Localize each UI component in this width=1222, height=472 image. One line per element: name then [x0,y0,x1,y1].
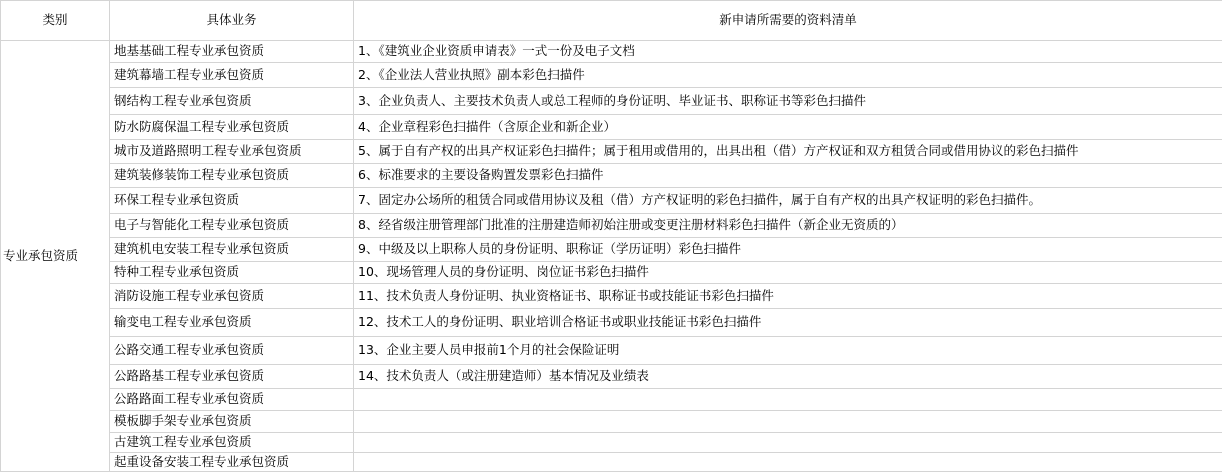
business-cell: 古建筑工程专业承包资质 [110,433,354,453]
table-row [1,389,1222,411]
table-row [1,433,1222,453]
business-cell: 模板脚手架专业承包资质 [110,411,354,433]
header-category: 类别 [1,1,110,41]
business-cell: 防水防腐保温工程专业承包资质 [110,115,354,140]
header-materials: 新申请所需要的资料清单 [354,1,1222,41]
table-row [1,238,1222,262]
material-cell: 9、中级及以上职称人员的身份证明、职称证（学历证明）彩色扫描件 [354,238,1222,262]
table-row [1,337,1222,365]
table-row [1,41,1222,63]
material-cell: 5、属于自有产权的出具产权证彩色扫描件；属于租用或借用的，出具出租（借）方产权证和双方租赁合同或借用协议的彩色扫描件 [354,140,1222,164]
business-cell: 城市及道路照明工程专业承包资质 [110,140,354,164]
table-row [1,365,1222,389]
table-row [1,164,1222,188]
business-cell: 电子与智能化工程专业承包资质 [110,214,354,238]
material-cell [354,389,1222,411]
category-cell: 专业承包资质 [1,41,110,472]
material-cell [354,433,1222,453]
material-cell: 3、企业负责人、主要技术负责人或总工程师的身份证明、毕业证书、职称证书等彩色扫描件 [354,88,1222,115]
material-cell: 7、固定办公场所的租赁合同或借用协议及租（借）方产权证明的彩色扫描件，属于自有产权的出具产权证明的彩色扫描件。 [354,188,1222,214]
business-cell: 消防设施工程专业承包资质 [110,284,354,309]
material-cell: 12、技术工人的身份证明、职业培训合格证书或职业技能证书彩色扫描件 [354,309,1222,337]
table-row [1,140,1222,164]
material-cell: 6、标准要求的主要设备购置发票彩色扫描件 [354,164,1222,188]
material-cell: 2、《企业法人营业执照》副本彩色扫描件 [354,63,1222,88]
business-cell: 公路交通工程专业承包资质 [110,337,354,365]
material-cell: 1、《建筑业企业资质申请表》一式一份及电子文档 [354,41,1222,63]
business-cell: 建筑幕墙工程专业承包资质 [110,63,354,88]
table-row [1,453,1222,472]
header-business: 具体业务 [110,1,354,41]
material-cell: 10、现场管理人员的身份证明、岗位证书彩色扫描件 [354,262,1222,284]
material-cell: 11、技术负责人身份证明、执业资格证书、职称证书或技能证书彩色扫描件 [354,284,1222,309]
business-cell: 建筑机电安装工程专业承包资质 [110,238,354,262]
table-row [1,63,1222,88]
table-row [1,262,1222,284]
table-row [1,214,1222,238]
table-row [1,188,1222,214]
business-cell: 输变电工程专业承包资质 [110,309,354,337]
business-cell: 公路路基工程专业承包资质 [110,365,354,389]
table-row [1,284,1222,309]
business-cell: 公路路面工程专业承包资质 [110,389,354,411]
material-cell [354,411,1222,433]
business-cell: 起重设备安装工程专业承包资质 [110,453,354,472]
material-cell: 13、企业主要人员申报前1个月的社会保险证明 [354,337,1222,365]
business-cell: 环保工程专业承包资质 [110,188,354,214]
business-cell: 钢结构工程专业承包资质 [110,88,354,115]
business-cell: 建筑装修装饰工程专业承包资质 [110,164,354,188]
table-row [1,309,1222,337]
material-cell: 14、技术负责人（或注册建造师）基本情况及业绩表 [354,365,1222,389]
header-row [1,1,1222,41]
business-cell: 特种工程专业承包资质 [110,262,354,284]
table-row [1,411,1222,433]
material-cell: 8、经省级注册管理部门批准的注册建造师初始注册或变更注册材料彩色扫描件（新企业无资质的） [354,214,1222,238]
table-row [1,115,1222,140]
table-row [1,88,1222,115]
material-cell: 4、企业章程彩色扫描件（含原企业和新企业） [354,115,1222,140]
material-cell [354,453,1222,472]
business-cell: 地基基础工程专业承包资质 [110,41,354,63]
